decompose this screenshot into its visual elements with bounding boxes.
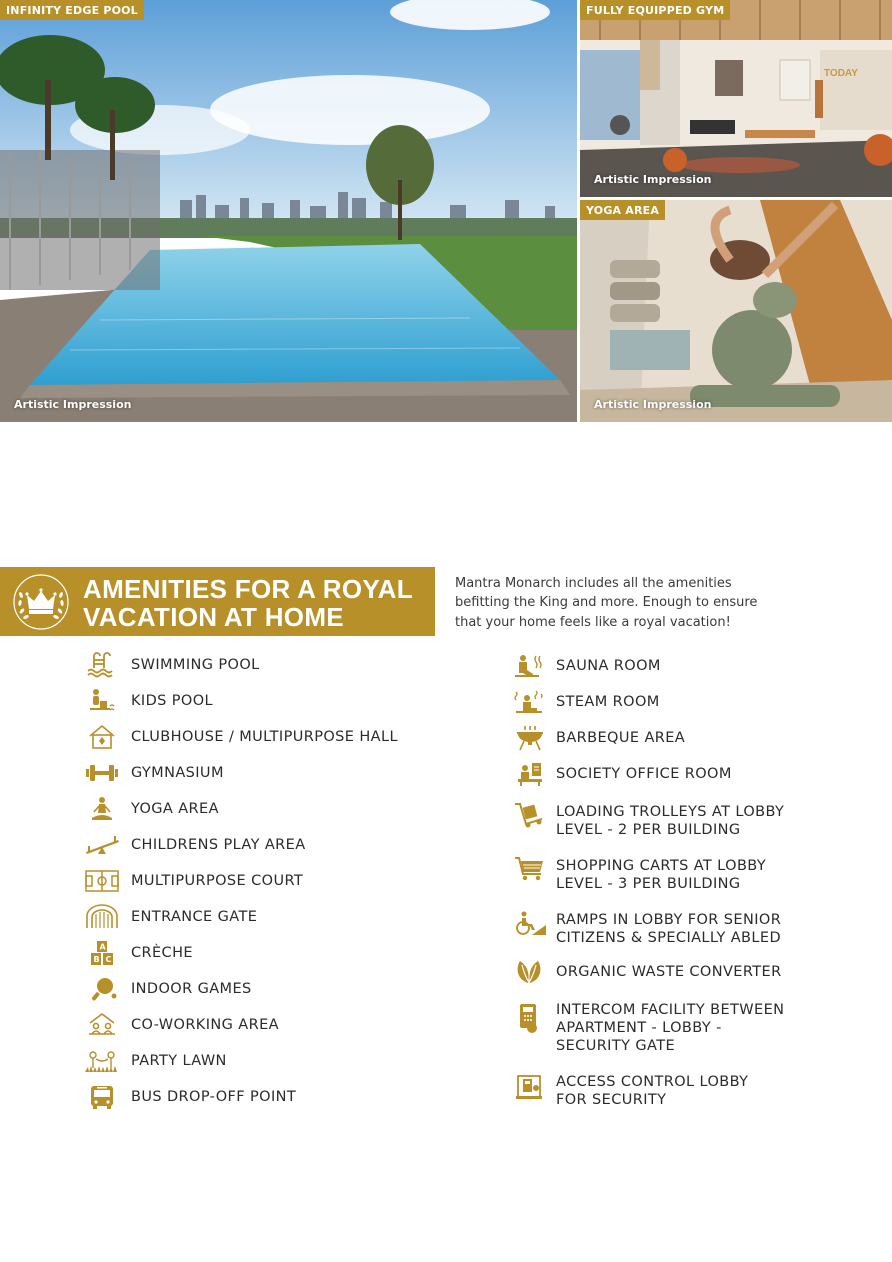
amenity-label: [556, 729, 685, 747]
amenity-label: PARTY LAWN: [131, 1053, 227, 1069]
svg-text:B: B: [93, 955, 100, 964]
sauna-icon: [512, 653, 548, 679]
amenity-label: MULTIPURPOSE COURT: [131, 873, 304, 889]
swimming-pool-icon: [84, 652, 120, 678]
intro-line-2: befitting the King and more. Enough to ensure: [455, 595, 758, 611]
amenity-label: [556, 1001, 784, 1055]
dumbbell-icon: [84, 760, 120, 786]
amenity-label: [556, 765, 732, 783]
amenity-label-line: CITIZENS & SPECIALLY ABLED: [556, 930, 782, 946]
photo-tag-pool: INFINITY EDGE POOL: [0, 0, 144, 20]
amenity-label-line: SECURITY GATE: [556, 1038, 676, 1054]
amenity-label: [556, 657, 661, 675]
photo-tag-yoga: YOGA AREA: [580, 200, 665, 220]
photo-caption-gym: Artistic Impression: [594, 173, 712, 186]
amenity-label-line: BARBEQUE AREA: [556, 730, 686, 746]
intro-line-1: Mantra Monarch includes all the amenities: [455, 576, 732, 591]
amenities-banner: [0, 567, 435, 636]
amenity-label: [556, 857, 766, 893]
trolley-icon: [512, 802, 548, 828]
amenity-label-line: SOCIETY OFFICE ROOM: [556, 766, 732, 782]
amenity-label-line: INTERCOM FACILITY BETWEEN: [556, 1002, 785, 1018]
photo-caption-pool: Artistic Impression: [14, 398, 132, 411]
amenity-label: [556, 803, 784, 839]
amenity-label-line: SAUNA ROOM: [556, 658, 661, 674]
amenity-label: SWIMMING POOL: [131, 657, 260, 673]
gym-illustration: [580, 0, 892, 197]
co-working-icon: [84, 1012, 120, 1038]
intercom-icon: [512, 1003, 548, 1047]
amenity-label: [556, 911, 781, 947]
infinity-pool-photo: [0, 0, 577, 422]
amenity-label-line: LEVEL - 2 PER BUILDING: [556, 822, 741, 838]
amenity-label-line: LOADING TROLLEYS AT LOBBY: [556, 804, 785, 820]
clubhouse-icon: [84, 724, 120, 750]
amenity-label: KIDS POOL: [131, 693, 214, 709]
office-icon: [512, 761, 548, 787]
amenity-label-line: ACCESS CONTROL LOBBY: [556, 1074, 749, 1090]
amenity-label: CO-WORKING AREA: [131, 1017, 279, 1033]
amenity-label: BUS DROP-OFF POINT: [131, 1089, 297, 1105]
ramp-icon: [512, 911, 548, 937]
photo-tag-gym: FULLY EQUIPPED GYM: [580, 0, 730, 20]
yoga-illustration: [580, 200, 892, 422]
shopping-cart-icon: [512, 856, 548, 882]
barbeque-icon: [512, 725, 548, 751]
abc-blocks-icon: [84, 940, 120, 966]
intro-line-3: that your home feels like a royal vacation!: [455, 614, 731, 630]
amenity-label: CRÈCHE: [131, 945, 193, 961]
photo-caption-yoga: Artistic Impression: [594, 398, 712, 411]
amenity-label: ENTRANCE GATE: [131, 909, 258, 925]
amenity-label-line: ORGANIC WASTE CONVERTER: [556, 964, 782, 980]
gate-icon: [84, 904, 120, 930]
amenity-label: YOGA AREA: [131, 801, 219, 817]
seesaw-icon: [84, 832, 120, 858]
steam-room-icon: [512, 689, 548, 715]
court-icon: [84, 868, 120, 894]
pool-illustration: [0, 0, 577, 422]
table-tennis-icon: [84, 976, 120, 1002]
svg-text:A: A: [99, 942, 106, 952]
gym-sign: TODAY: [824, 68, 858, 79]
amenity-label-line: RAMPS IN LOBBY FOR SENIOR: [556, 912, 782, 928]
access-control-icon: [512, 1074, 548, 1100]
yoga-icon: [84, 796, 120, 822]
yoga-photo: [580, 200, 892, 422]
amenity-label: [556, 963, 782, 981]
section-title-line-2: VACATION AT HOME: [83, 602, 344, 632]
crown-laurel-icon: [12, 573, 70, 631]
lawn-icon: [84, 1048, 120, 1074]
section-title: [83, 575, 413, 631]
amenity-label-line: FOR SECURITY: [556, 1092, 667, 1108]
svg-text:C: C: [105, 955, 112, 964]
amenity-label-line: STEAM ROOM: [556, 694, 660, 710]
organic-waste-icon: [512, 959, 548, 985]
amenity-label: [556, 693, 660, 711]
amenity-label: CHILDRENS PLAY AREA: [131, 837, 306, 853]
section-title-line-1: AMENITIES FOR A ROYAL: [83, 574, 413, 604]
amenity-label: GYMNASIUM: [131, 765, 224, 781]
amenity-label: INDOOR GAMES: [131, 981, 252, 997]
amenity-label-line: LEVEL - 3 PER BUILDING: [556, 876, 741, 892]
bus-icon: [84, 1084, 120, 1110]
amenity-label: [556, 1073, 748, 1109]
amenity-label-line: SHOPPING CARTS AT LOBBY: [556, 858, 767, 874]
section-intro: [455, 574, 785, 632]
kids-pool-icon: [84, 688, 120, 714]
gym-photo: [580, 0, 892, 197]
amenity-label-line: APARTMENT - LOBBY -: [556, 1020, 722, 1036]
amenity-label: CLUBHOUSE / MULTIPURPOSE HALL: [131, 729, 398, 745]
